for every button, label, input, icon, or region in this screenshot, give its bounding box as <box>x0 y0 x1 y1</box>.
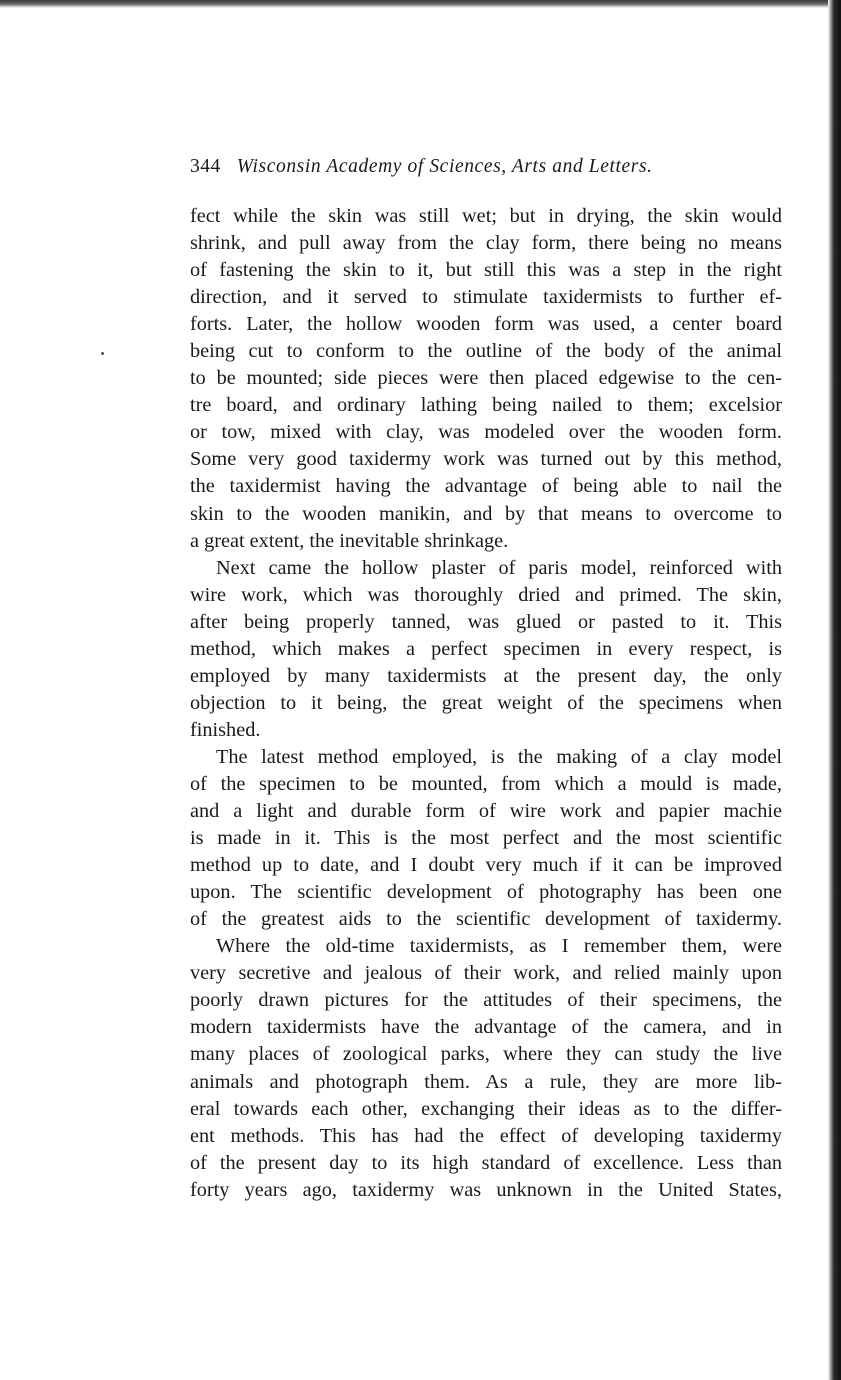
text-line: Next came the hollow plaster of paris model, reinforced with <box>216 556 782 579</box>
text-line: forty years ago, taxidermy was unknown in the United States, <box>190 1178 782 1201</box>
text-line: many places of zoological parks, where they can study the live <box>190 1043 782 1066</box>
text-line: of fastening the skin to it, but still this was a step in the right <box>190 259 782 282</box>
text-line: after being properly tanned, was glued or pasted to it. This <box>190 610 782 633</box>
text-line: the taxidermist having the advantage of being able to nail the <box>190 475 782 498</box>
paragraph-1 <box>190 203 782 555</box>
body-text <box>190 203 782 1204</box>
text-line: wire work, which was thoroughly dried and primed. The skin, <box>190 583 782 606</box>
text-line: forts. Later, the hollow wooden form was used, a center board <box>190 313 782 336</box>
text-line: method, which makes a perfect specimen in every respect, is <box>190 637 782 660</box>
text-line: The latest method employed, is the making of a clay model <box>216 745 782 768</box>
text-line: Where the old-time taxidermists, as I remember them, were <box>216 935 782 958</box>
text-line: animals and photograph them. As a rule, they are more lib- <box>190 1070 782 1093</box>
page-number: 344 <box>190 156 221 177</box>
paragraph-4 <box>190 933 782 1203</box>
scan-right-edge <box>828 0 841 1380</box>
text-line: a great extent, the inevitable shrinkage. <box>190 529 509 552</box>
text-line: shrink, and pull away from the clay form, there being no means <box>190 232 782 255</box>
text-line: poorly drawn pictures for the attitudes of their specimens, the <box>190 989 782 1012</box>
text-line: of the greatest aids to the scientific development of taxidermy. <box>190 908 782 931</box>
running-title: Wisconsin Academy of Sciences, Arts and Letters. <box>236 156 653 177</box>
text-line: Some very good taxidermy work was turned out by this method, <box>190 448 782 471</box>
page-header <box>190 153 750 181</box>
text-line: employed by many taxidermists at the present day, the only <box>190 664 782 687</box>
scan-top-edge <box>0 0 841 8</box>
text-line: and a light and durable form of wire work and papier machie <box>190 800 782 823</box>
text-line: ent methods. This has had the effect of developing taxidermy <box>190 1124 782 1147</box>
text-line: eral towards each other, exchanging their ideas as to the differ- <box>190 1097 782 1120</box>
text-line: finished. <box>190 718 261 741</box>
paragraph-2 <box>190 555 782 744</box>
text-line: direction, and it served to stimulate taxidermists to further ef- <box>190 286 782 309</box>
text-line: skin to the wooden manikin, and by that means to overcome to <box>190 502 782 525</box>
text-line: tre board, and ordinary lathing being nailed to them; excelsior <box>190 394 782 417</box>
text-line: fect while the skin was still wet; but in drying, the skin would <box>190 205 782 227</box>
text-line: very secretive and jealous of their work, and relied mainly upon <box>190 962 782 985</box>
paragraph-3 <box>190 744 782 933</box>
text-line: modern taxidermists have the advantage of the camera, and in <box>190 1016 782 1039</box>
text-line: to be mounted; side pieces were then placed edgewise to the cen- <box>190 367 782 390</box>
text-line: being cut to conform to the outline of the body of the animal <box>190 340 782 363</box>
text-line: of the present day to its high standard of excellence. Less than <box>190 1151 782 1174</box>
text-line: or tow, mixed with clay, was modeled over the wooden form. <box>190 421 782 444</box>
text-line: of the specimen to be mounted, from which a mould is made, <box>190 772 782 795</box>
text-line: upon. The scientific development of photography has been one <box>190 881 782 904</box>
text-line: method up to date, and I doubt very much if it can be improved <box>190 854 782 877</box>
text-line: is made in it. This is the most perfect and the most scientific <box>190 827 782 850</box>
text-line: objection to it being, the great weight of the specimens when <box>190 691 782 714</box>
scan-speck <box>101 352 104 355</box>
